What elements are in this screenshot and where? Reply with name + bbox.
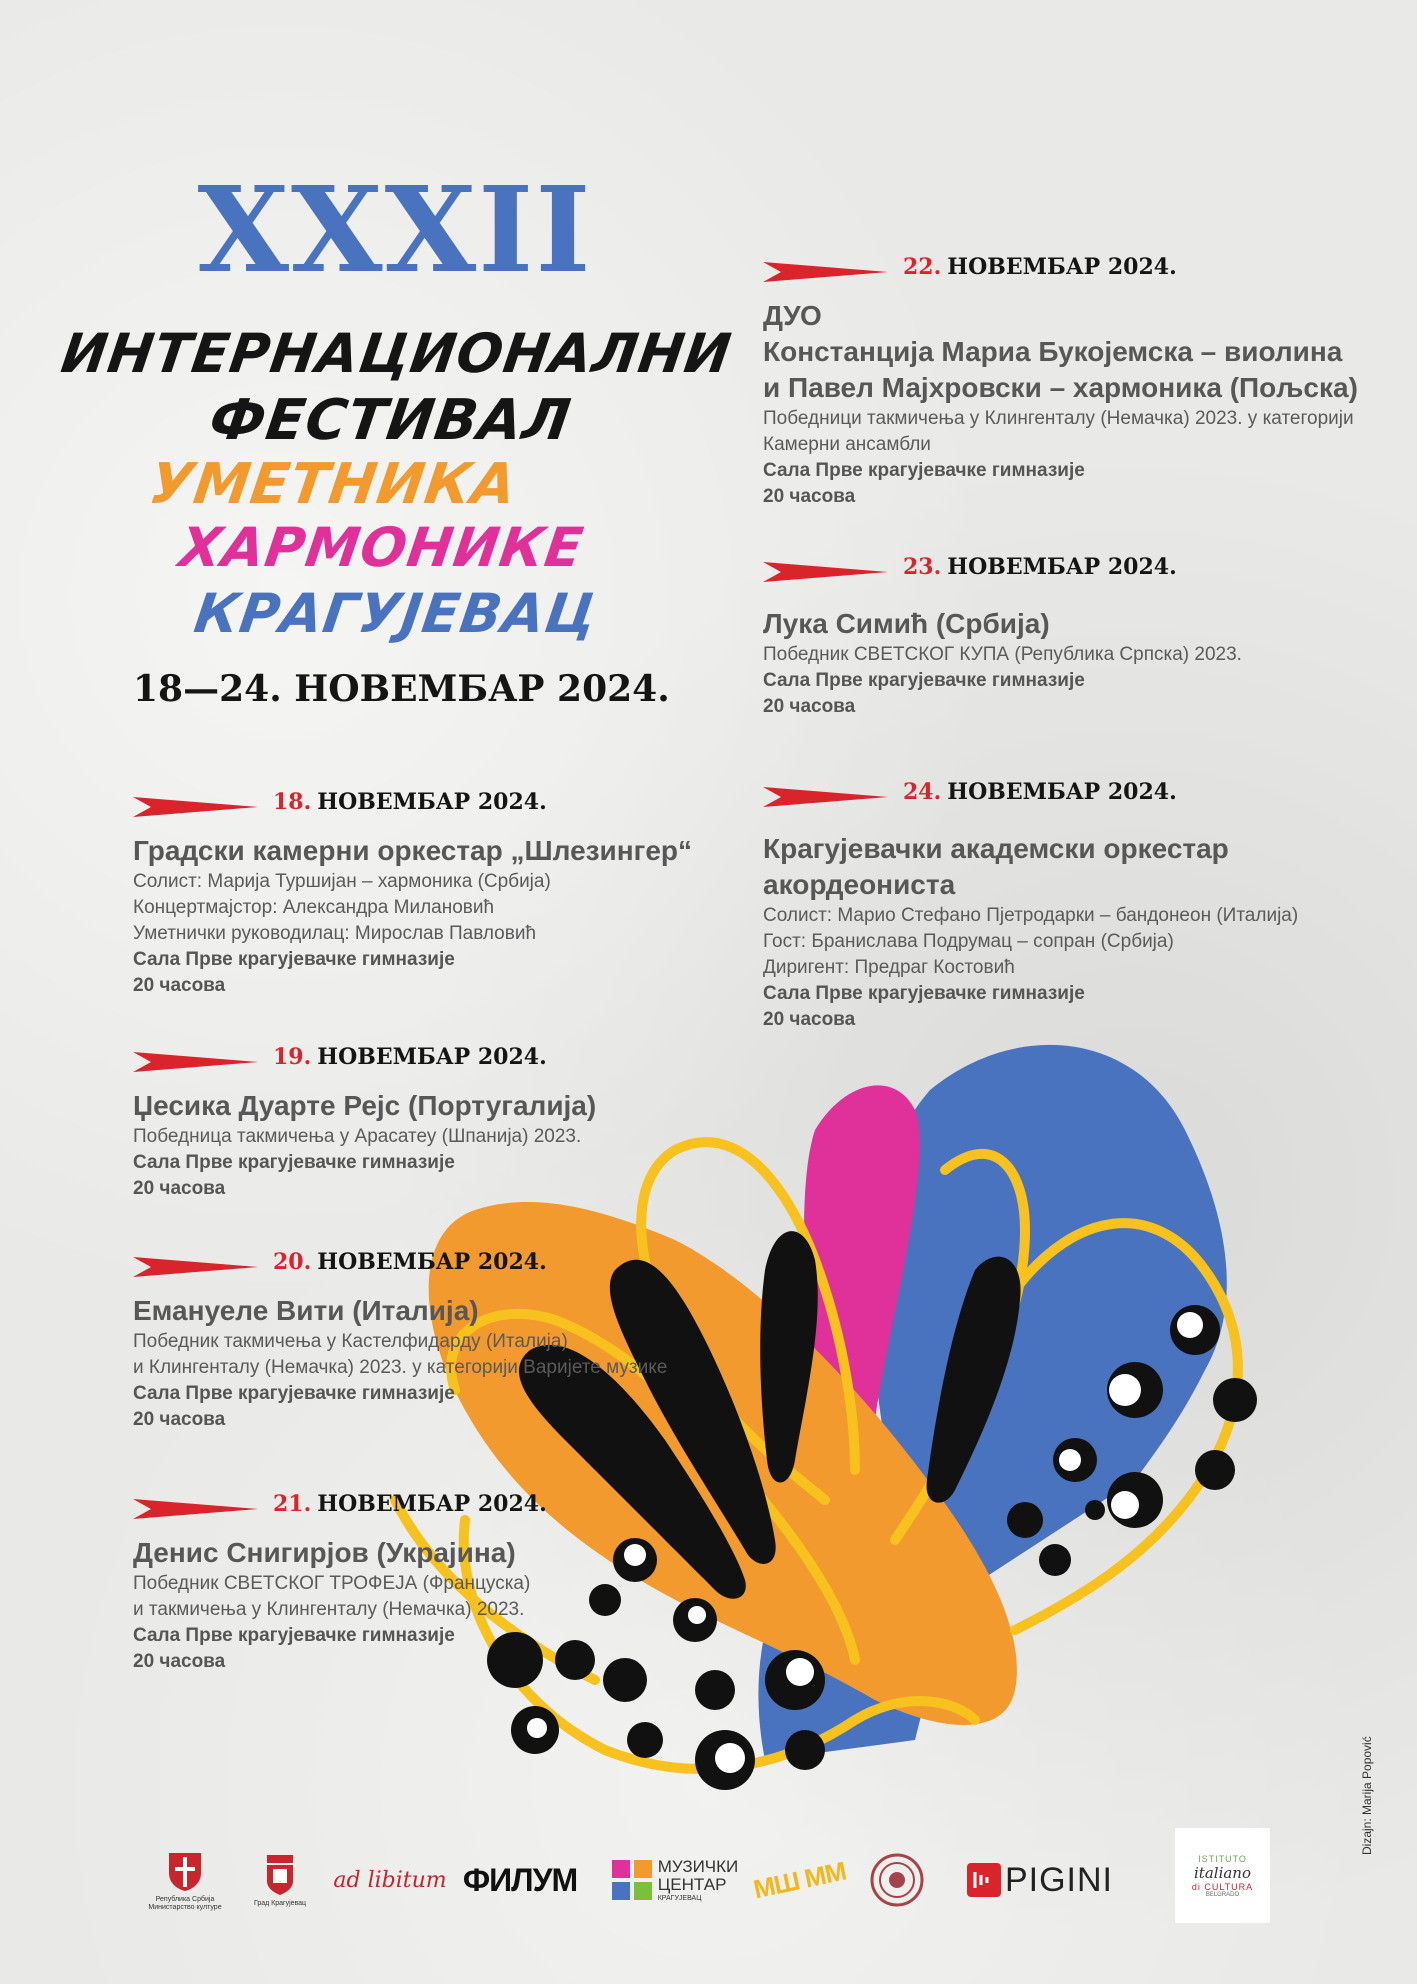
event-21 [133, 1487, 753, 1675]
logo-italian-institute: ISTITUTO italiano di CULTURA BELGRADO [1175, 1828, 1270, 1923]
event-detail: Победница такмичења у Арасатеу (Шпанија) 2023. [133, 1126, 582, 1147]
event-24 [763, 775, 1403, 1033]
event-month: НОВЕМБАР 2024. [947, 779, 1177, 805]
logo-pigini: PIGINI [950, 1840, 1130, 1920]
title-line-artists: УМЕТНИКА [145, 452, 521, 517]
logo-ad-libitum: ad libitum [333, 1867, 447, 1893]
event-venue: Сала Прве крагујевачке гимназије [763, 670, 1085, 691]
logo-caption: Република Србија [155, 1895, 215, 1903]
event-title: Констанција Мариа Букојемска – виолина [763, 336, 1343, 367]
event-title: Џесика Дуарте Рејс (Португалија) [133, 1090, 597, 1121]
event-23 [763, 550, 1403, 720]
logo-filum: ФИЛУМ [462, 1861, 578, 1898]
red-flag-icon [133, 1257, 258, 1277]
event-venue: Сала Прве крагујевачке гимназије [133, 1152, 455, 1173]
title-line-festival: ФЕСТИВАЛ [205, 388, 576, 453]
event-title: Крагујевачки академски оркестар [763, 833, 1229, 864]
pigini-mark-icon [967, 1863, 1001, 1897]
event-22 [763, 250, 1403, 510]
event-detail: Гост: Бранислава Подрумац – сопран (Србија) [763, 931, 1174, 952]
event-month: НОВЕМБАР 2024. [317, 789, 547, 815]
event-day: 24. [903, 779, 942, 805]
event-day: 22. [903, 254, 942, 280]
event-title: ДУО [763, 300, 822, 331]
event-title: Градски камерни оркестар „Шлезингер“ [133, 835, 693, 866]
event-detail: Концертмајстор: Александра Милановић [133, 897, 495, 918]
red-flag-icon [763, 562, 888, 582]
event-month: НОВЕМБАР 2024. [317, 1249, 547, 1275]
event-day: 19. [273, 1044, 312, 1070]
event-detail: Победници такмичења у Клингенталу (Немачка) 2023. у категорији [763, 408, 1354, 429]
event-detail: Победник такмичења у Кастелфидардy (Италија) [133, 1331, 568, 1352]
event-venue: Сала Прве крагујевачке гимназије [133, 949, 455, 970]
event-18 [133, 785, 753, 999]
red-flag-icon [763, 787, 888, 807]
festival-dates: 18—24. НОВЕМБАР 2024. [133, 668, 670, 710]
event-time: 20 часова [763, 486, 856, 507]
round-seal-icon [869, 1852, 925, 1908]
event-title: Лука Симић (Србија) [763, 608, 1050, 639]
design-credit: Dizajn: Marija Popović [1360, 1736, 1374, 1855]
event-20 [133, 1245, 753, 1433]
event-detail: Солист: Марија Туршијан – хармоника (Србија) [133, 871, 551, 892]
event-title: и Павел Мајхровски – хармоника (Пољска) [763, 372, 1358, 403]
event-detail: Солист: Марио Стефано Пјетродарки – бандонеон (Италија) [763, 905, 1299, 926]
title-line-kragujevac: КРАГУЈЕВАЦ [190, 582, 602, 645]
event-day: 21. [273, 1491, 312, 1517]
event-detail: Победник СВЕТСКОГ КУПА (Република Српска) 2023. [763, 644, 1242, 665]
event-time: 20 часова [133, 975, 226, 996]
event-venue: Сала Прве крагујевачке гимназије [763, 460, 1085, 481]
edition-numeral: XXXII [197, 160, 593, 299]
event-time: 20 часова [763, 1009, 856, 1030]
title-line-accordion: ХАРМОНИКЕ [175, 516, 588, 579]
event-time: 20 часова [133, 1178, 226, 1199]
logo-music-center: МУЗИЧКИ ЦЕНТАР КРАГУЈЕВАЦ [600, 1840, 750, 1920]
event-time: 20 часова [763, 696, 856, 717]
event-title: Денис Снигирјов (Украјина) [133, 1537, 516, 1568]
title-line-international: ИНТЕРНАЦИОНАЛНИ [57, 322, 736, 385]
logo-caption: Град Крагујевац [253, 1899, 307, 1907]
event-title: акордеониста [763, 869, 956, 900]
red-flag-icon [133, 797, 258, 817]
logo-seal [862, 1840, 932, 1920]
event-day: 18. [273, 789, 312, 815]
event-venue: Сала Прве крагујевачке гимназије [133, 1383, 455, 1404]
event-detail: Победник СВЕТСКОГ ТРОФЕЈА (Француска) [133, 1573, 531, 1594]
music-center-mark-icon [612, 1860, 652, 1900]
red-flag-icon [763, 262, 888, 282]
event-day: 20. [273, 1249, 312, 1275]
serbia-coat-of-arms-icon [165, 1849, 205, 1893]
event-detail: Уметнички руководилац: Мирослав Павловић [133, 923, 537, 944]
event-detail: Камерни ансамбли [763, 434, 931, 455]
logo-caption: Министарство културе [148, 1903, 222, 1911]
event-detail: и Клингенталу (Немачка) 2023. у категорији Варијете музике [133, 1357, 668, 1378]
event-detail: Диригент: Предраг Костовић [763, 957, 1015, 978]
event-month: НОВЕМБАР 2024. [317, 1491, 547, 1517]
kragujevac-coat-of-arms-icon [263, 1853, 297, 1897]
event-day: 23. [903, 554, 942, 580]
event-time: 20 часова [133, 1651, 226, 1672]
event-venue: Сала Прве крагујевачке гимназије [763, 983, 1085, 1004]
event-venue: Сала Прве крагујевачке гимназије [133, 1625, 455, 1646]
event-time: 20 часова [133, 1409, 226, 1430]
logo-music-school: МШ ММ [751, 1855, 849, 1904]
event-month: НОВЕМБАР 2024. [947, 254, 1177, 280]
logo-ministry-of-culture [140, 1840, 230, 1920]
event-detail: и такмичења у Клингенталу (Немачка) 2023. [133, 1599, 525, 1620]
logo-city-kragujevac [245, 1840, 315, 1920]
event-title: Емануеле Вити (Италија) [133, 1295, 479, 1326]
red-flag-icon [133, 1052, 258, 1072]
red-flag-icon [133, 1499, 258, 1519]
event-month: НОВЕМБАР 2024. [947, 554, 1177, 580]
event-19 [133, 1040, 753, 1202]
event-month: НОВЕМБАР 2024. [317, 1044, 547, 1070]
